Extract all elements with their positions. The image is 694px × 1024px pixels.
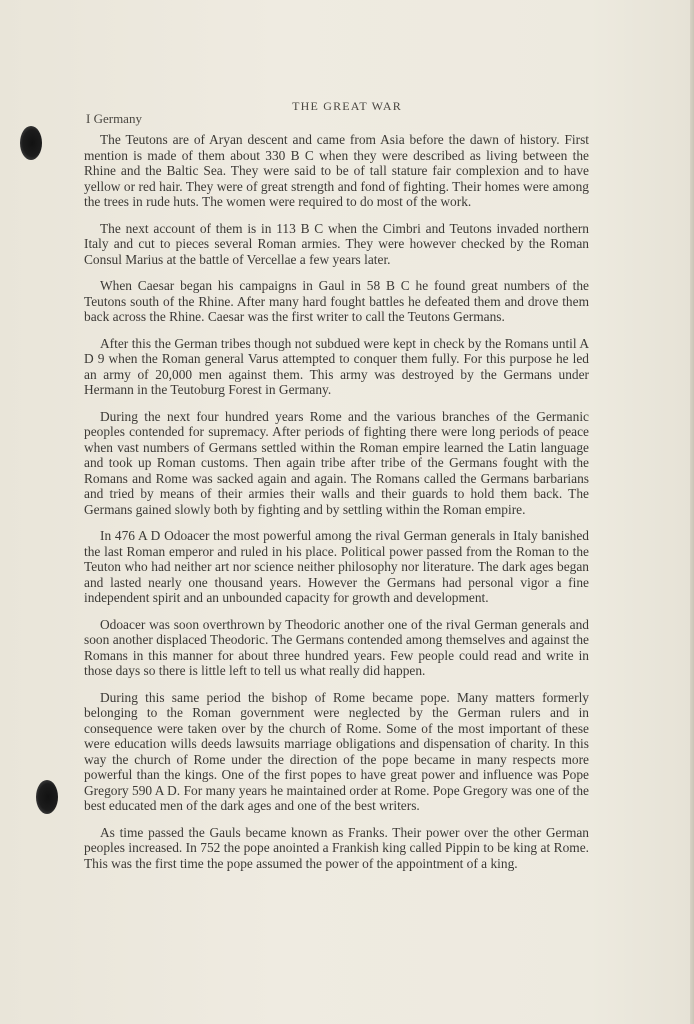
section-label: I Germany — [86, 111, 142, 126]
paragraph-2: The next account of them is in 113 B C when the Cimbri and Teutons invaded northern Italy and cut to pieces several Roman armies. They were however checked by the Roman Consul Marius at the battle of Vercellae a few years later. — [84, 220, 589, 267]
running-head: THE GREAT WAR — [292, 99, 402, 113]
paragraph-8: During this same period the bishop of Rome became pope. Many matters formerly belonging to the Roman government were neglected by the German rulers and in consequence were taken over by the church of Rome. Some of the most important of these were education wills deeds lawsuits marriage obligations and dispensation of charity. In this way the church of Rome under the direction of the pope became in many respects more powerful than the kings. One of the first popes to have great power and influence was Pope Gregory 590 A D. For many years he maintained order at Rome. Pope Gregory was one of the best educated men of the dark ages and one of the best writers. — [84, 689, 589, 813]
paragraph-6: In 476 A D Odoacer the most powerful among the rival German generals in Italy banished the last Roman emperor and ruled in his place. Political power passed from the Roman to the Teuton who had neither art nor science neither philosophy nor literature. The dark ages began and lasted nearly one thousand years. However the Germans had personal vigor a fine independent spirit and an unbounded capacity for growth and development. — [84, 528, 589, 605]
paragraph-4: After this the German tribes though not subdued were kept in check by the Romans until A D 9 when the Roman general Varus attempted to conquer them fully. For this purpose he led an army of 20,000 men against them. This army was destroyed by the Germans under Hermann in the Teutoburg Forest in Germany. — [84, 335, 589, 397]
paragraph-1: The Teutons are of Aryan descent and came from Asia before the dawn of history. First mention is made of them about 330 B C when they were described as living between the Rhine and the Baltic Sea. They were said to be of tall stature fair complexion and to have yellow or red hair. They were of great strength and fond of fighting. Their homes were among the trees in rude huts. The women were required to do most of the work. — [84, 132, 589, 209]
body-text — [84, 132, 589, 882]
paragraph-5: During the next four hundred years Rome and the various branches of the Germanic peoples contended for supremacy. After periods of fighting there were long periods of peace when vast numbers of Germans settled within the Roman empire learned the Latin language and took up Roman customs. Then again tribe after tribe of the Germans fought with the Romans and Rome was sacked again and again. The Romans called the Germans barbarians and tried by means of their armies their walls and their guards to hold them back. The Germans gained slowly both by fighting and by settling within the Roman empire. — [84, 408, 589, 517]
punch-hole-top — [20, 126, 42, 160]
page-edge — [690, 0, 694, 1024]
paragraph-7: Odoacer was soon overthrown by Theodoric another one of the rival German generals and soon another displaced Theodoric. The Germans contended among themselves and against the Romans in this manner for about three hundred years. Few people could read and write in those days so there is little left to tell us what really did happen. — [84, 616, 589, 678]
paragraph-3: When Caesar began his campaigns in Gaul in 58 B C he found great numbers of the Teutons south of the Rhine. After many hard fought battles he defeated them and drove them back across the Rhine. Caesar was the first writer to call the Teutons Germans. — [84, 278, 589, 324]
paragraph-9: As time passed the Gauls became known as Franks. Their power over the other German peoples increased. In 752 the pope anointed a Frankish king called Pippin to be king at Rome. This was the first time the pope assumed the power of the appointment of a king. — [84, 824, 589, 871]
punch-hole-bottom — [36, 780, 58, 814]
